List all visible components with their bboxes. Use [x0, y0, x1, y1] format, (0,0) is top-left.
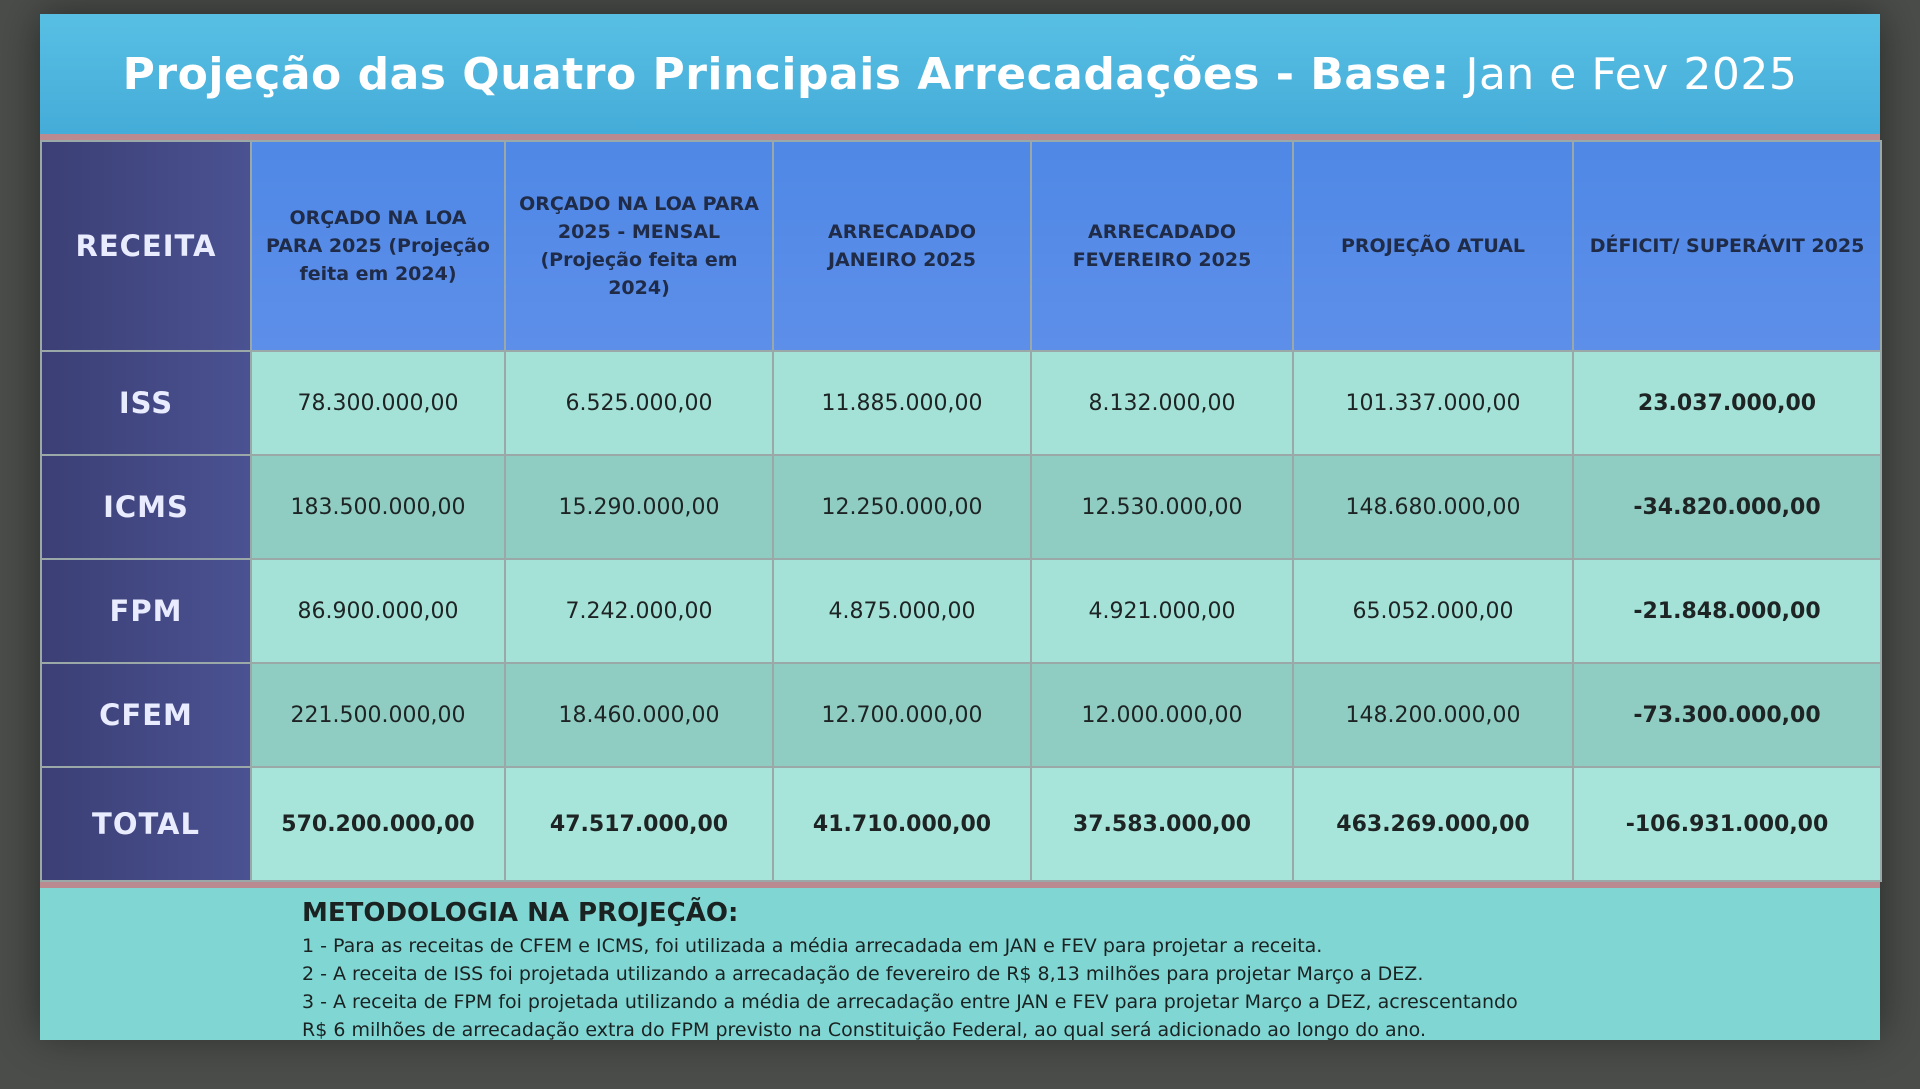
- table-row-total: [41, 767, 1881, 881]
- table-cell: 183.500.000,00: [251, 455, 505, 559]
- row-label: ISS: [41, 351, 251, 455]
- table-cell: 47.517.000,00: [505, 767, 773, 881]
- table-cell: 148.680.000,00: [1293, 455, 1573, 559]
- header-row: [41, 141, 1881, 351]
- slide-title: [123, 49, 1798, 100]
- table-cell: 41.710.000,00: [773, 767, 1031, 881]
- row-label: FPM: [41, 559, 251, 663]
- table-cell: 4.875.000,00: [773, 559, 1031, 663]
- methodology-line: R$ 6 milhões de arrecadação extra do FPM previsto na Constituição Federal, ao qual será adicionado ao longo do ano.: [302, 1019, 1426, 1041]
- table-cell: 463.269.000,00: [1293, 767, 1573, 881]
- table-cell: 78.300.000,00: [251, 351, 505, 455]
- table-cell-balance: 23.037.000,00: [1573, 351, 1881, 455]
- methodology-title: METODOLOGIA NA PROJEÇÃO:: [302, 898, 739, 928]
- table-cell: 570.200.000,00: [251, 767, 505, 881]
- table-cell: 148.200.000,00: [1293, 663, 1573, 767]
- table-cell: 6.525.000,00: [505, 351, 773, 455]
- methodology-section: [40, 882, 1880, 1040]
- methodology-line: 1 - Para as receitas de CFEM e ICMS, foi utilizada a média arrecadada em JAN e FEV para projetar a receita.: [302, 935, 1323, 957]
- table-row-fpm: [41, 559, 1881, 663]
- col-header-deficit: DÉFICIT/ SUPERÁVIT 2025: [1573, 141, 1881, 351]
- col-header-loa-monthly: ORÇADO NA LOA PARA 2025 - MENSAL (Projeção feita em 2024): [505, 141, 773, 351]
- table-cell: 86.900.000,00: [251, 559, 505, 663]
- table-cell: 4.921.000,00: [1031, 559, 1293, 663]
- methodology-content: [302, 898, 1842, 1044]
- table-cell-balance: -21.848.000,00: [1573, 559, 1881, 663]
- table-cell: 18.460.000,00: [505, 663, 773, 767]
- slide: [40, 14, 1880, 1041]
- slide-title-bold: Projeção das Quatro Principais Arrecadações - Base:: [122, 48, 1450, 100]
- table-row-iss: [41, 351, 1881, 455]
- table-cell: 7.242.000,00: [505, 559, 773, 663]
- title-bar: [40, 14, 1880, 140]
- col-header-projection: PROJEÇÃO ATUAL: [1293, 141, 1573, 351]
- row-label: ICMS: [41, 455, 251, 559]
- methodology-line: 3 - A receita de FPM foi projetada utilizando a média de arrecadação entre JAN e FEV para projetar Março a DEZ, acrescentando: [302, 991, 1518, 1013]
- table-row-cfem: [41, 663, 1881, 767]
- table-cell: 12.700.000,00: [773, 663, 1031, 767]
- table-cell-balance: -73.300.000,00: [1573, 663, 1881, 767]
- revenue-table: [40, 140, 1882, 882]
- row-label: TOTAL: [41, 767, 251, 881]
- table-cell: 15.290.000,00: [505, 455, 773, 559]
- corner-header: RECEITA: [41, 141, 251, 351]
- row-label: CFEM: [41, 663, 251, 767]
- table-row-icms: [41, 455, 1881, 559]
- table-cell: 37.583.000,00: [1031, 767, 1293, 881]
- methodology-line: 2 - A receita de ISS foi projetada utilizando a arrecadação de fevereiro de R$ 8,13 milhões para projetar Março a DEZ.: [302, 963, 1424, 985]
- col-header-jan: ARRECADADO JANEIRO 2025: [773, 141, 1031, 351]
- table-cell-balance: -106.931.000,00: [1573, 767, 1881, 881]
- table-cell: 221.500.000,00: [251, 663, 505, 767]
- table-cell: 12.000.000,00: [1031, 663, 1293, 767]
- col-header-loa: ORÇADO NA LOA PARA 2025 (Projeção feita em 2024): [251, 141, 505, 351]
- table-cell: 12.530.000,00: [1031, 455, 1293, 559]
- table-cell: 65.052.000,00: [1293, 559, 1573, 663]
- table-cell: 101.337.000,00: [1293, 351, 1573, 455]
- slide-title-light: Jan e Fev 2025: [1465, 48, 1798, 100]
- table-cell-balance: -34.820.000,00: [1573, 455, 1881, 559]
- table-cell: 8.132.000,00: [1031, 351, 1293, 455]
- table-cell: 12.250.000,00: [773, 455, 1031, 559]
- table-cell: 11.885.000,00: [773, 351, 1031, 455]
- col-header-feb: ARRECADADO FEVEREIRO 2025: [1031, 141, 1293, 351]
